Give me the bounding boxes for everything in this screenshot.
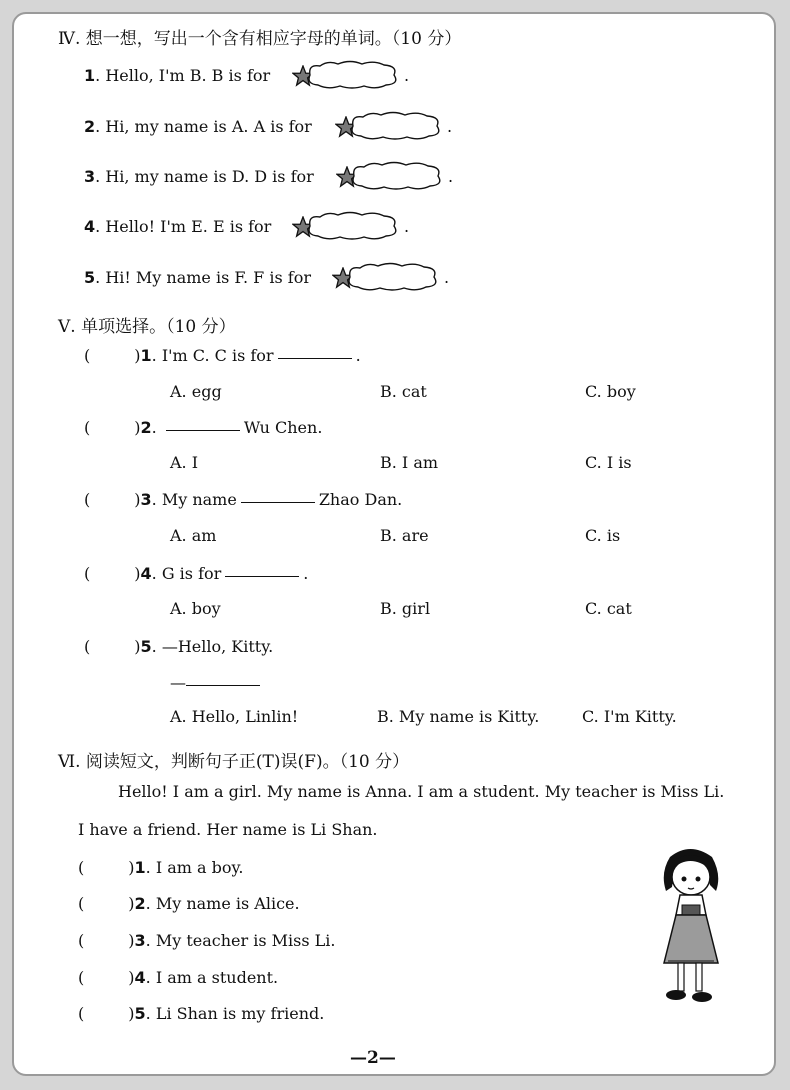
option-c[interactable]: C. boy	[585, 382, 636, 401]
item-end-period: .	[448, 167, 454, 186]
paren-close: )	[128, 894, 135, 913]
choice-question-3: ( )3. My name Zhao Dan.	[84, 490, 403, 509]
item-text: My teacher is Miss Li.	[155, 931, 336, 950]
fill-item-1: 1. Hello, I'm B. B is for	[84, 66, 271, 85]
answer-cloud[interactable]	[344, 262, 440, 292]
option-a[interactable]: A. Hello, Linlin!	[170, 707, 299, 726]
question-stem-before: I'm C. C is for	[161, 346, 274, 365]
paren-close: )	[128, 858, 135, 877]
fill-item-3: 3. Hi, my name is D. D is for	[84, 167, 314, 186]
question-stem-before: G is for	[161, 564, 222, 583]
fill-item-5: 5. Hi! My name is F. F is for	[84, 268, 311, 287]
reply-dash: —	[170, 673, 186, 692]
item-end-period: .	[404, 66, 410, 85]
paren-close: )	[128, 931, 135, 950]
option-a[interactable]: A. I	[170, 453, 199, 472]
paren-open: (	[78, 931, 85, 950]
item-text: I am a student.	[155, 968, 279, 987]
choice-question-5: ( )5. —Hello, Kitty.	[84, 637, 274, 656]
option-b[interactable]: B. cat	[380, 382, 427, 401]
item-number: 2	[84, 117, 96, 136]
item-text: Hi, my name is D. D is for	[105, 167, 314, 186]
option-b[interactable]: B. I am	[380, 453, 439, 472]
option-b[interactable]: B. My name is Kitty.	[377, 707, 540, 726]
question-number: 3	[140, 490, 152, 509]
section-4-title: Ⅳ. 想一想，写出一个含有相应字母的单词。（10 分）	[58, 29, 462, 49]
item-number: 4	[134, 968, 146, 987]
section-6-title: Ⅵ. 阅读短文，判断句子正(T)误(F)。（10 分）	[58, 752, 410, 772]
answer-cloud[interactable]	[304, 211, 400, 241]
option-b[interactable]: B. girl	[380, 599, 431, 618]
paren-open: (	[78, 968, 85, 987]
question-stem-after: .	[303, 564, 309, 583]
item-text: My name is Alice.	[155, 894, 300, 913]
paren-close: )	[128, 968, 135, 987]
option-c[interactable]: C. I is	[585, 453, 632, 472]
tf-item-3: ( )3. My teacher is Miss Li.	[78, 931, 336, 950]
item-number: 3	[84, 167, 96, 186]
option-a[interactable]: A. boy	[170, 599, 221, 618]
item-number: 5	[84, 268, 96, 287]
fill-item-2: 2. Hi, my name is A. A is for	[84, 117, 312, 136]
tf-item-4: ( )4. I am a student.	[78, 968, 279, 987]
option-a[interactable]: A. egg	[170, 382, 222, 401]
paren-close: )	[128, 1004, 135, 1023]
paren-close: )	[134, 346, 141, 365]
item-text: Hello! I'm E. E is for	[105, 217, 272, 236]
answer-cloud[interactable]	[347, 111, 443, 141]
question-stem-before: —Hello, Kitty.	[161, 637, 274, 656]
question-number: 4	[140, 564, 152, 583]
item-text: I am a boy.	[155, 858, 244, 877]
item-text: Hi! My name is F. F is for	[105, 268, 311, 287]
reply-line	[170, 673, 264, 692]
item-text: Hi, my name is A. A is for	[105, 117, 312, 136]
paren-open: (	[84, 637, 91, 656]
passage-line-1: Hello! I am a girl. My name is Anna. I am a student. My teacher is Miss Li.	[118, 782, 725, 801]
answer-cloud[interactable]	[348, 161, 444, 191]
item-number: 3	[134, 931, 146, 950]
paren-open: (	[78, 858, 85, 877]
passage-line-2: I have a friend. Her name is Li Shan.	[78, 820, 378, 839]
paren-open: (	[84, 346, 91, 365]
option-c[interactable]: C. is	[585, 526, 621, 545]
item-text: Hello, I'm B. B is for	[105, 66, 271, 85]
tf-item-1: ( )1. I am a boy.	[78, 858, 244, 877]
paren-open: (	[84, 418, 91, 437]
paren-close: )	[134, 637, 141, 656]
paren-close: )	[134, 490, 141, 509]
question-number: 5	[140, 637, 152, 656]
choice-question-4: ( )4. G is for .	[84, 564, 309, 583]
item-number: 5	[134, 1004, 146, 1023]
fill-item-4: 4. Hello! I'm E. E is for	[84, 217, 272, 236]
item-number: 1	[134, 858, 146, 877]
item-end-period: .	[447, 117, 453, 136]
item-text: Li Shan is my friend.	[155, 1004, 325, 1023]
paren-open: (	[78, 894, 85, 913]
choice-question-1: ( )1. I'm C. C is for .	[84, 346, 361, 365]
question-stem-after: Zhao Dan.	[318, 490, 403, 509]
option-c[interactable]: C. cat	[585, 599, 632, 618]
choice-question-2: ( )2. Wu Chen.	[84, 418, 323, 437]
item-number: 2	[134, 894, 146, 913]
paren-open: (	[78, 1004, 85, 1023]
page-number: —2—	[350, 1048, 396, 1068]
girl-illustration	[650, 845, 730, 1015]
option-c[interactable]: C. I'm Kitty.	[582, 707, 677, 726]
answer-blank[interactable]	[186, 684, 260, 686]
tf-item-2: ( )2. My name is Alice.	[78, 894, 300, 913]
answer-blank[interactable]	[166, 429, 240, 431]
answer-blank[interactable]	[241, 501, 315, 503]
question-number: 2	[140, 418, 152, 437]
tf-item-5: ( )5. Li Shan is my friend.	[78, 1004, 325, 1023]
answer-cloud[interactable]	[304, 60, 400, 90]
option-a[interactable]: A. am	[170, 526, 217, 545]
question-number: 1	[140, 346, 152, 365]
paren-open: (	[84, 564, 91, 583]
paren-open: (	[84, 490, 91, 509]
question-stem-after: .	[355, 346, 361, 365]
item-number: 1	[84, 66, 96, 85]
paren-close: )	[134, 564, 141, 583]
item-end-period: .	[404, 217, 410, 236]
question-stem-after: Wu Chen.	[243, 418, 323, 437]
answer-blank[interactable]	[278, 357, 352, 359]
section-5-title: Ⅴ. 单项选择。（10 分）	[58, 317, 236, 337]
answer-blank[interactable]	[225, 575, 299, 577]
question-stem-before: My name	[161, 490, 237, 509]
paren-close: )	[134, 418, 141, 437]
item-end-period: .	[444, 268, 450, 287]
option-b[interactable]: B. are	[380, 526, 429, 545]
item-number: 4	[84, 217, 96, 236]
